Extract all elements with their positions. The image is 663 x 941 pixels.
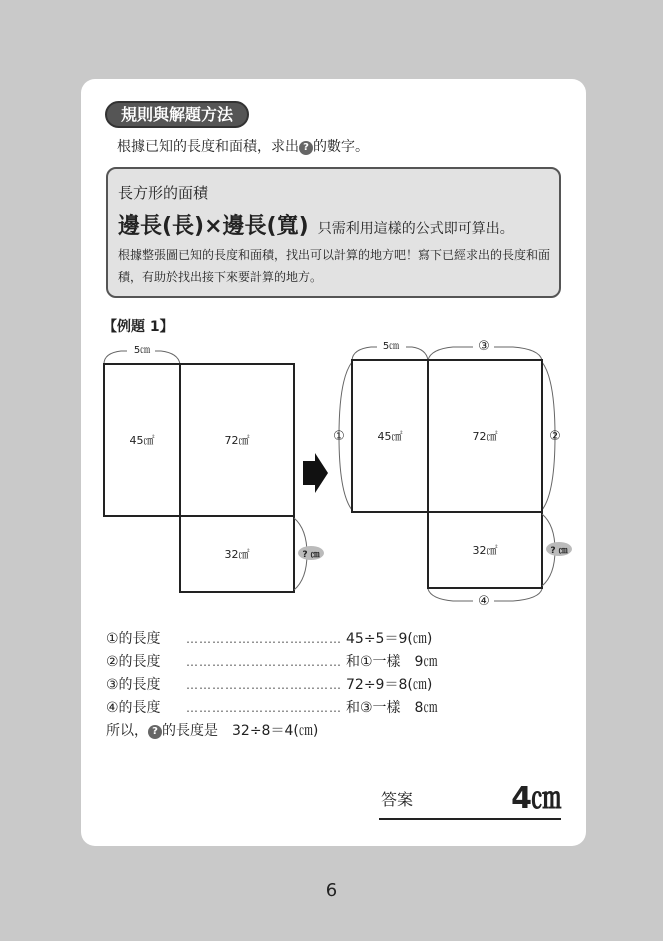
step-row [106, 651, 437, 674]
conclusion-prefix: 所以， [106, 723, 148, 739]
conclusion-calc: 32÷8＝4(㎝) [232, 723, 319, 739]
step-calc: 45÷5＝9(㎝) [346, 631, 433, 647]
marker-3: ③ [478, 339, 490, 354]
step-dots: ……………………………… [186, 678, 342, 692]
conclusion-middle: 的長度是 [162, 723, 218, 739]
unknown-right: ? ㎝ [550, 546, 568, 556]
marker-4: ④ [478, 594, 490, 609]
area-c-left: 32㎠ [224, 548, 250, 561]
example-label: 【例題 1】 [103, 319, 174, 335]
intro-after: 的數字。 [313, 139, 369, 155]
unknown-left: ? ㎝ [302, 550, 320, 560]
conclusion [106, 720, 437, 743]
question-mark-icon: ? [299, 141, 313, 155]
answer-value: 4㎝ [511, 781, 560, 816]
step-label: ③的長度 [106, 677, 161, 693]
step-row [106, 628, 437, 651]
worksheet-card [81, 79, 586, 846]
page-number: 6 [325, 880, 338, 901]
section-tag: 規則與解題方法 [105, 101, 249, 128]
step-dots: ……………………………… [186, 701, 342, 715]
area-a-right: 45㎠ [377, 430, 403, 443]
question-mark-icon: ? [148, 725, 162, 739]
solution-steps [106, 628, 437, 743]
formula-note: 只需利用這樣的公式即可算出。 [317, 221, 514, 237]
rule-title: 長方形的面積 [118, 184, 209, 202]
top-length-right: 5㎝ [382, 341, 400, 352]
answer-label: 答案 [381, 790, 414, 809]
area-b-right: 72㎠ [472, 430, 498, 443]
arrow-right-icon [303, 453, 328, 493]
step-label: ②的長度 [106, 654, 161, 670]
answer-underline [379, 818, 561, 820]
formula-expression: 邊長(長)×邊長(寬) [118, 214, 309, 239]
step-row [106, 697, 437, 720]
step-calc: 72÷9＝8(㎝) [346, 677, 433, 693]
step-dots: ……………………………… [186, 655, 342, 669]
rule-description: 根據整張圖已知的長度和面積，找出可以計算的地方吧！寫下已經求出的長度和面積，有助於找出接下來要計算的地方。 [118, 248, 551, 284]
step-row [106, 674, 437, 697]
figure-left [104, 351, 307, 592]
step-label: ①的長度 [106, 631, 161, 647]
marker-1: ① [333, 429, 345, 444]
area-c-right: 32㎠ [472, 544, 498, 557]
top-length-left: 5㎝ [133, 345, 151, 356]
step-dots: ……………………………… [186, 632, 342, 646]
step-label: ④的長度 [106, 700, 161, 716]
step-calc: 和③一樣 8㎝ [346, 700, 438, 716]
example-figure [81, 79, 586, 619]
area-b-left: 72㎠ [224, 434, 250, 447]
area-a-left: 45㎠ [129, 434, 155, 447]
figure-right [339, 347, 555, 601]
step-calc: 和①一樣 9㎝ [346, 654, 438, 670]
intro-before: 根據已知的長度和面積，求出 [117, 139, 299, 155]
marker-2: ② [549, 429, 561, 444]
